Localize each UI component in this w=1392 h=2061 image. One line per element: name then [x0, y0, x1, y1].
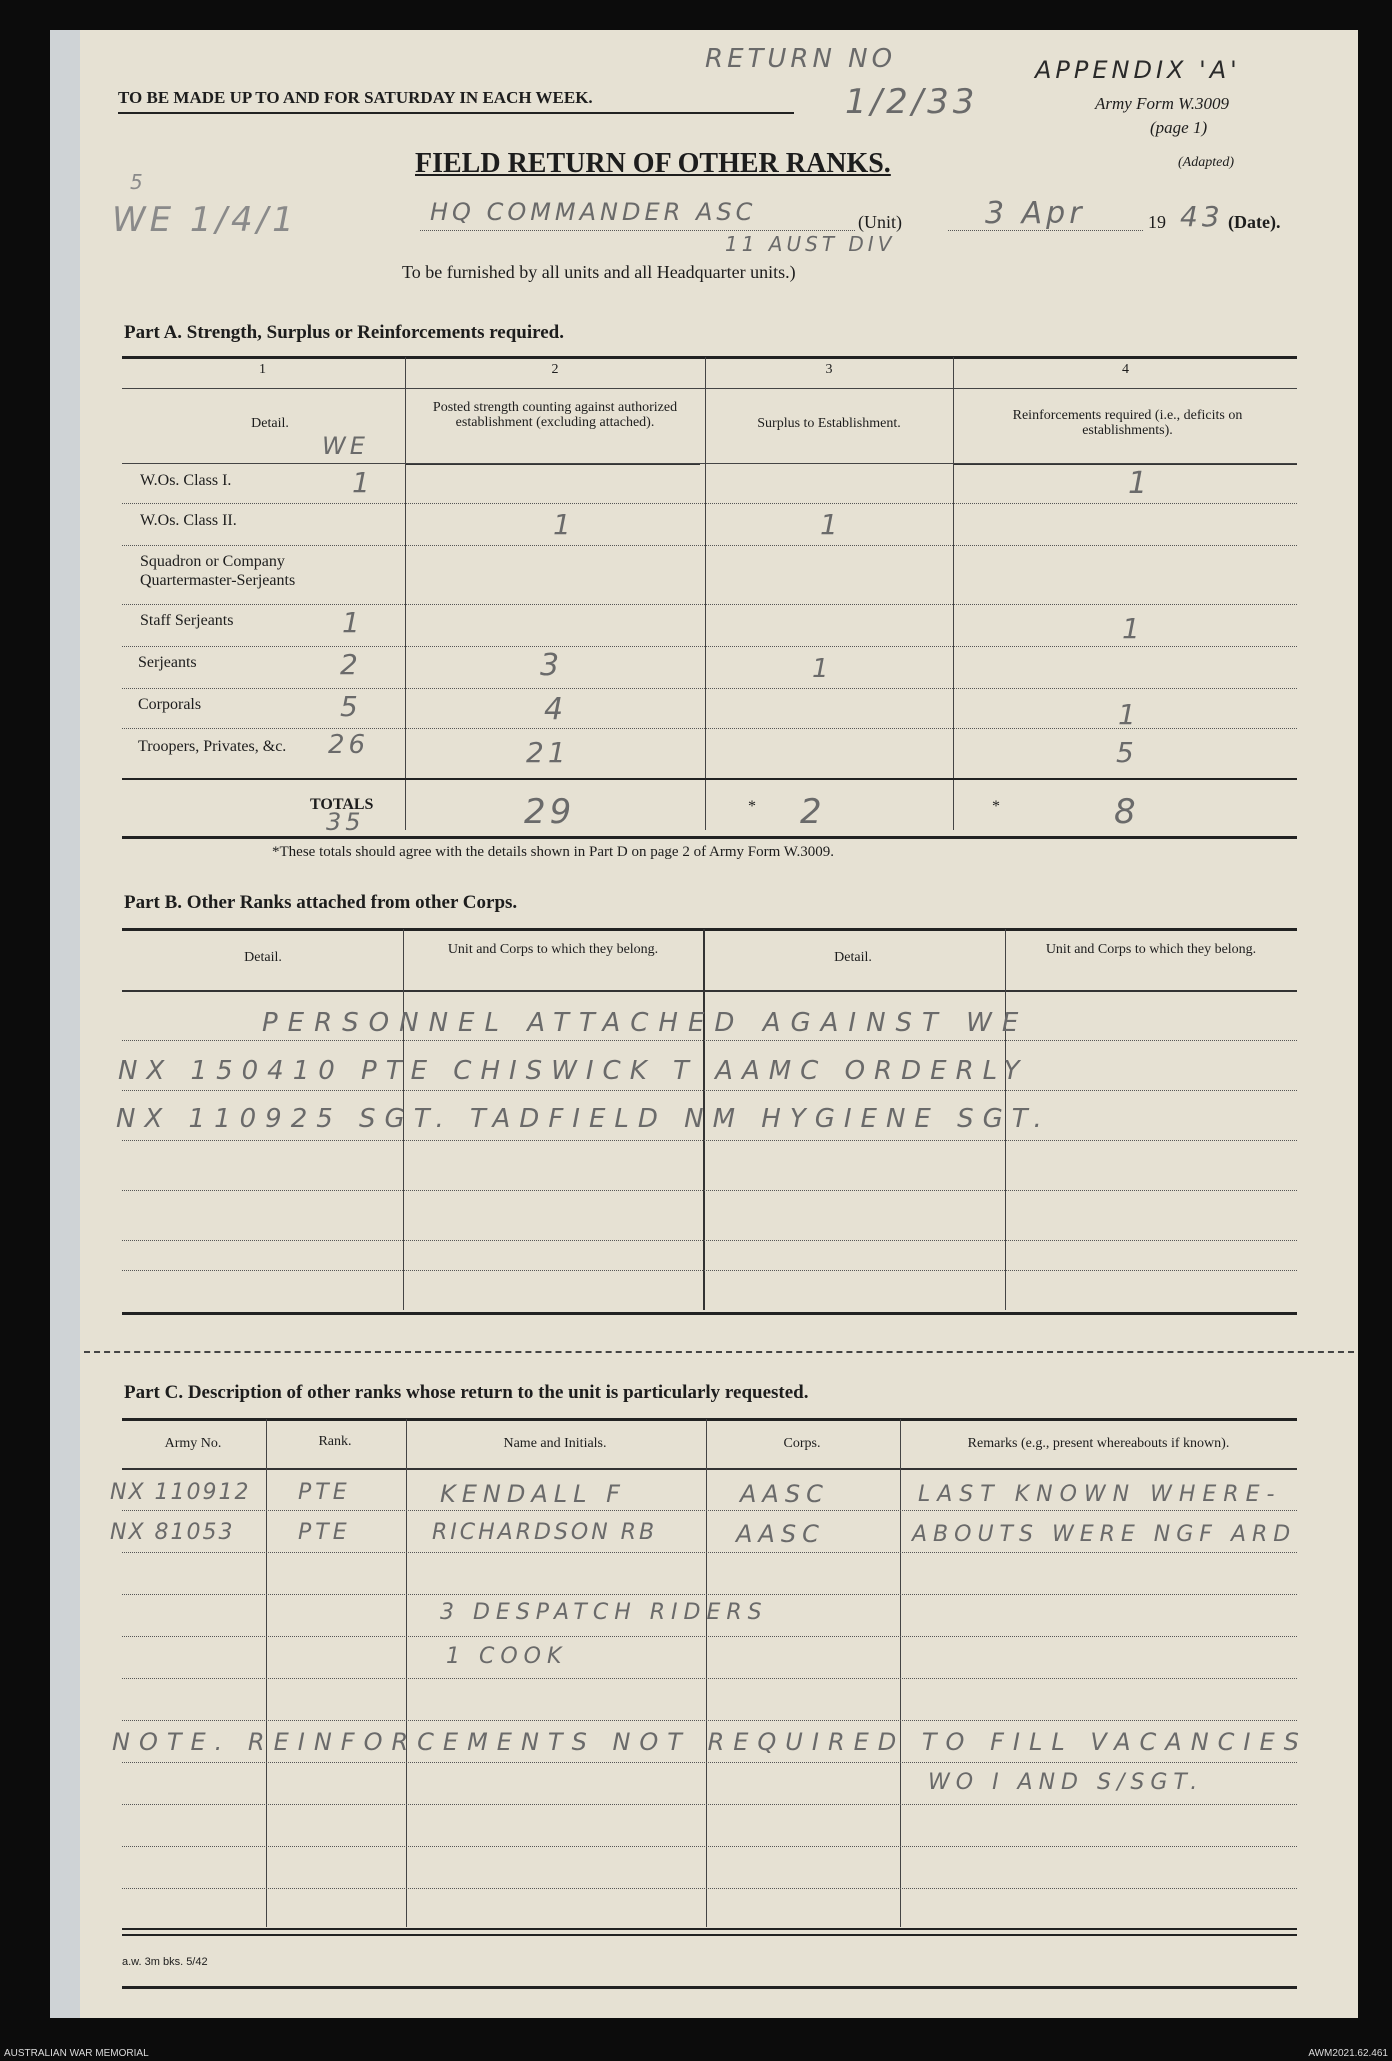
partB-row-rule	[122, 1140, 1297, 1141]
partA-col-header-surplus: Surplus to Establishment.	[757, 416, 901, 431]
hw-appendix: APPENDIX 'A'	[1035, 56, 1241, 84]
partA-footnote: *These totals should agree with the details shown in Part D on page 2 of Army Form W.3009.	[272, 844, 835, 860]
hw-partC-extra: 3 DESPATCH RIDERS	[440, 1600, 768, 1625]
partC-row-rule	[122, 1804, 1297, 1805]
partA-col-number-4: 4	[1122, 362, 1129, 377]
partA-vline-2	[705, 357, 706, 830]
hw-partA-row-surplus: 1	[820, 508, 842, 541]
partC-row-rule	[122, 1846, 1297, 1847]
partB-col-header: Detail.	[834, 950, 872, 965]
hw-partC-name: RICHARDSON RB	[432, 1520, 658, 1545]
partC-vline-1	[266, 1419, 267, 1927]
date-label: (Date).	[1228, 212, 1281, 232]
partB-bottom-rule	[122, 1312, 1297, 1315]
partC-header-rule	[122, 1468, 1297, 1470]
hw-partA-row-reinf: 1	[1118, 698, 1140, 731]
partA-bottom-rule	[122, 836, 1297, 839]
partA-row-label: W.Os. Class II.	[140, 512, 237, 529]
hw-partA-row-posted: 4	[544, 692, 568, 727]
hw-partC-note: NOTE. REINFORCEMENTS NOT REQUIRED TO FILL VACANCIES	[112, 1728, 1308, 1756]
hw-partC-army-no: NX 81053	[110, 1520, 235, 1545]
partB-row-rule	[122, 1190, 1297, 1191]
partC-row-rule	[122, 1636, 1297, 1637]
partA-header-rule	[122, 463, 1297, 464]
partA-row-rule	[122, 503, 1297, 504]
partB-row-rule	[122, 1040, 1297, 1041]
instruction-text: TO BE MADE UP TO AND FOR SATURDAY IN EACH WEEK.	[118, 88, 593, 107]
hw-margin-mark: 5	[130, 170, 147, 194]
hw-we: WE 1/4/1	[112, 200, 298, 240]
partC-col-header: Rank.	[318, 1434, 352, 1449]
partA-totals-rule	[122, 778, 1297, 780]
partA-heading: Part A. Strength, Surplus or Reinforcements required.	[124, 322, 564, 343]
partA-row-rule	[122, 688, 1297, 689]
unit-dotted-line	[420, 230, 855, 231]
partC-vline-4	[900, 1419, 901, 1927]
hw-return-value: 1/2/33	[845, 82, 979, 122]
hw-partA-totals-surplus: 2	[800, 792, 826, 832]
partB-top-rule	[122, 928, 1297, 931]
partA-col-number-3: 3	[825, 362, 833, 377]
hw-date: 3 Apr	[985, 196, 1086, 231]
partA-totals-asterisk: *	[748, 798, 756, 815]
hw-partC-corps: AASC	[740, 1480, 829, 1508]
partC-col-header: Remarks (e.g., present whereabouts if known).	[967, 1436, 1230, 1451]
partC-bottom-rule-2	[122, 1934, 1297, 1936]
hw-partC-remarks: ABOUTS WERE NGF ARD	[912, 1522, 1297, 1547]
hw-partC-note: WO I AND S/SGT.	[928, 1770, 1204, 1795]
partA-col-header-reinf: Reinforcements required (i.e., deficits on establishments).	[1012, 408, 1243, 438]
partC-row-rule	[122, 1888, 1297, 1889]
partA-row-label: Troopers, Privates, &c.	[138, 738, 287, 755]
hw-unit-sub: 11 AUST DIV	[725, 232, 896, 256]
hw-partA-row-reinf: 1	[1122, 612, 1144, 645]
form-title: FIELD RETURN OF OTHER RANKS.	[415, 148, 891, 179]
partC-row-rule	[122, 1594, 1297, 1595]
hw-partB-line: PERSONNEL ATTACHED AGAINST WE	[262, 1008, 1029, 1038]
hw-partB-line: NX 150410 PTE CHISWICK T AAMC ORDERLY	[118, 1056, 1029, 1086]
partA-col-number-2: 2	[551, 362, 559, 377]
partA-row-rule	[122, 646, 1297, 647]
partA-totals-label: TOTALS	[310, 796, 374, 813]
partA-row-label: Corporals	[138, 696, 202, 713]
partC-col-header: Name and Initials.	[503, 1436, 607, 1451]
partB-row-rule	[122, 1090, 1297, 1091]
hw-partC-rank: PTE	[298, 1520, 351, 1545]
partA-col-header-posted: Posted strength counting against authorized establishment (excluding attached).	[432, 400, 678, 430]
hw-partA-row-we: 2	[340, 648, 362, 681]
unit-label: (Unit)	[858, 212, 902, 232]
partC-vline-3	[706, 1419, 707, 1927]
partC-row-rule	[122, 1510, 1297, 1511]
partB-col-header: Unit and Corps to which they belong.	[1045, 942, 1257, 957]
partA-row-label: Squadron or Company Quartermaster-Serjeants	[140, 553, 296, 589]
year-prefix: 19	[1148, 212, 1166, 232]
partB-col-header: Detail.	[244, 950, 282, 965]
hw-partA-row-surplus: 1	[812, 654, 833, 684]
partC-col-header: Army No.	[164, 1436, 222, 1451]
partA-top-rule	[122, 356, 1297, 359]
adapted-label: (Adapted)	[1178, 155, 1234, 170]
partC-vline-2	[406, 1419, 407, 1927]
partC-bottom-rule	[122, 1928, 1297, 1930]
partB-heading: Part B. Other Ranks attached from other Corps.	[124, 892, 518, 913]
hw-year: 43	[1180, 200, 1224, 233]
hw-partC-remarks: LAST KNOWN WHERE-	[918, 1482, 1282, 1507]
partA-row-rule	[122, 604, 1297, 605]
print-code: a.w. 3m bks. 5/42	[122, 1956, 208, 1968]
partA-row-label: W.Os. Class I.	[140, 472, 232, 489]
page-number: (page 1)	[1150, 118, 1208, 137]
partC-row-rule	[122, 1678, 1297, 1679]
hw-partC-name: KENDALL F	[440, 1480, 626, 1508]
instruction-underline	[118, 112, 794, 114]
partB-col-header: Unit and Corps to which they belong.	[447, 942, 659, 957]
hw-partA-row-posted: 1	[553, 508, 575, 541]
partA-row-rule	[122, 545, 1297, 546]
hw-return-no: RETURN NO	[705, 44, 897, 74]
hw-partC-army-no: NX 110912	[110, 1480, 251, 1505]
hw-unit: HQ COMMANDER ASC	[430, 198, 757, 226]
partB-row-rule	[122, 1270, 1297, 1271]
date-dotted-line	[948, 230, 1143, 231]
partB-row-rule	[122, 1240, 1297, 1241]
form-number: Army Form W.3009	[1095, 94, 1229, 113]
hw-partA-row-we: 1	[342, 606, 364, 639]
hw-partA-row-posted: 21	[526, 736, 570, 769]
partC-top-rule	[122, 1418, 1297, 1421]
partA-row-rule	[122, 728, 1297, 729]
hw-partA-totals-we: 35	[326, 808, 365, 836]
hw-partA-row-we: 26	[328, 730, 370, 760]
form-bottom-rule	[122, 1986, 1297, 1989]
hw-partC-extra: 1 COOK	[446, 1644, 568, 1669]
partA-col-header-detail: Detail.	[251, 416, 289, 431]
hw-partA-row-posted: 3	[540, 648, 564, 683]
partA-totals-asterisk: *	[992, 798, 1000, 815]
hw-partA-row-reinf: 1	[1128, 466, 1152, 501]
hw-partC-corps: AASC	[736, 1520, 825, 1548]
partC-row-rule	[122, 1552, 1297, 1553]
partA-col-number-1: 1	[259, 362, 266, 377]
partA-number-rule	[122, 388, 1297, 389]
partA-row-label: Staff Serjeants	[140, 612, 234, 629]
footer-accession: AWM2021.62.461	[1308, 2048, 1388, 2059]
perforation-line	[84, 1351, 1354, 1353]
hw-partA-totals-reinf: 8	[1114, 792, 1140, 832]
hw-partB-line: NX 110925 SGT. TADFIELD NM HYGIENE SGT.	[116, 1104, 1051, 1134]
hw-partA-row-we: 1	[352, 466, 374, 499]
hw-partA-totals-posted: 29	[524, 792, 576, 832]
furnished-text: To be furnished by all units and all Headquarter units.)	[402, 262, 796, 282]
footer-institution: AUSTRALIAN WAR MEMORIAL	[4, 2048, 149, 2059]
hw-partA-row-reinf: 5	[1116, 736, 1138, 769]
hw-partC-rank: PTE	[298, 1480, 351, 1505]
partA-row-label: Serjeants	[138, 654, 197, 671]
partA-vline-1	[405, 357, 406, 830]
partC-row-rule	[122, 1762, 1297, 1763]
partC-row-rule	[122, 1720, 1297, 1721]
partA-vline-3	[953, 357, 954, 830]
paper-edge	[50, 30, 80, 2018]
partC-heading: Part C. Description of other ranks whose return to the unit is particularly requested.	[124, 1382, 809, 1403]
hw-partA-we-label: WE	[322, 432, 369, 460]
partB-header-rule	[122, 990, 1297, 992]
hw-partA-row-we: 5	[340, 690, 362, 723]
partC-col-header: Corps.	[783, 1436, 821, 1451]
